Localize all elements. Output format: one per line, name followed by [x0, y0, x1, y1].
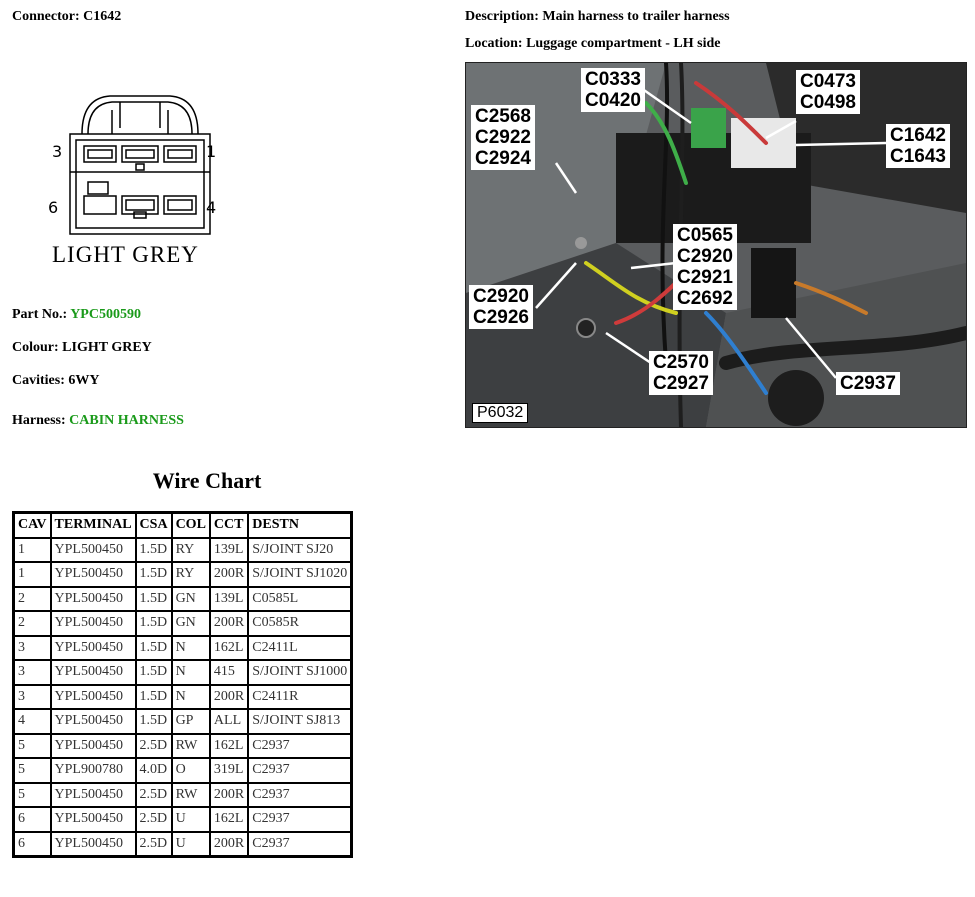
table-row: [14, 587, 352, 612]
cell-cav: 2: [14, 587, 51, 612]
cell-col: N: [172, 685, 210, 710]
cell-cav: 3: [14, 685, 51, 710]
table-row: [14, 636, 352, 661]
cell-cct: 200R: [210, 783, 248, 808]
cell-csa: 1.5D: [136, 562, 172, 587]
cell-cav: 6: [14, 807, 51, 832]
cell-destn: C2411R: [248, 685, 352, 710]
cell-terminal: YPL500450: [51, 611, 136, 636]
callout-c2937: C2937: [836, 372, 900, 395]
cell-col: RW: [172, 783, 210, 808]
cell-destn: C2411L: [248, 636, 352, 661]
cavities-line: Cavities: 6WY: [12, 373, 100, 388]
connector-colour-caption: LIGHT GREY: [52, 242, 199, 267]
location-text: Luggage compartment - LH side: [526, 36, 721, 51]
cell-destn: C2937: [248, 734, 352, 759]
description-text: Main harness to trailer harness: [542, 9, 730, 24]
location-line: Location: Luggage compartment - LH side: [465, 36, 721, 51]
cell-csa: 4.0D: [136, 758, 172, 783]
cell-cct: 200R: [210, 832, 248, 857]
cell-csa: 2.5D: [136, 807, 172, 832]
cell-destn: S/JOINT SJ1000: [248, 660, 352, 685]
header-destn: DESTN: [248, 513, 352, 538]
cell-cav: 1: [14, 562, 51, 587]
cell-destn: C2937: [248, 758, 352, 783]
cell-cct: 200R: [210, 562, 248, 587]
cell-csa: 2.5D: [136, 783, 172, 808]
table-row: [14, 660, 352, 685]
header-cav: CAV: [14, 513, 51, 538]
description-line: Description: Main harness to trailer harness: [465, 9, 730, 24]
table-row: [14, 734, 352, 759]
cell-terminal: YPL500450: [51, 562, 136, 587]
callout-c2568: C2568 C2922 C2924: [471, 105, 535, 170]
cell-destn: S/JOINT SJ20: [248, 538, 352, 563]
cell-cct: 415: [210, 660, 248, 685]
callout-c0333: C0333 C0420: [581, 68, 645, 112]
cell-terminal: YPL500450: [51, 636, 136, 661]
cell-cct: 200R: [210, 685, 248, 710]
header-col: COL: [172, 513, 210, 538]
colour-value: LIGHT GREY: [62, 340, 152, 355]
connector-face-diagram: [50, 88, 230, 268]
cell-destn: S/JOINT SJ1020: [248, 562, 352, 587]
cell-cav: 5: [14, 758, 51, 783]
cell-csa: 1.5D: [136, 685, 172, 710]
cell-terminal: YPL500450: [51, 685, 136, 710]
cell-destn: S/JOINT SJ813: [248, 709, 352, 734]
cell-terminal: YPL500450: [51, 734, 136, 759]
connector-outline: [50, 88, 230, 268]
table-row: [14, 562, 352, 587]
cell-terminal: YPL500450: [51, 832, 136, 857]
callout-c1642: C1642 C1643: [886, 124, 950, 168]
callout-c0473: C0473 C0498: [796, 70, 860, 114]
cell-col: N: [172, 660, 210, 685]
cell-col: U: [172, 832, 210, 857]
cell-col: GN: [172, 611, 210, 636]
location-photo: [465, 62, 967, 428]
cell-cct: 162L: [210, 807, 248, 832]
connector-id: C1642: [83, 9, 122, 24]
table-row: [14, 758, 352, 783]
callout-c2920: C2920 C2926: [469, 285, 533, 329]
cell-terminal: YPL500450: [51, 660, 136, 685]
header-csa: CSA: [136, 513, 172, 538]
cell-cav: 5: [14, 734, 51, 759]
cell-destn: C0585R: [248, 611, 352, 636]
table-header-row: [14, 513, 352, 538]
cell-cct: ALL: [210, 709, 248, 734]
cell-csa: 2.5D: [136, 832, 172, 857]
cell-cct: 200R: [210, 611, 248, 636]
wire-chart-table: [12, 511, 353, 858]
cell-terminal: YPL500450: [51, 587, 136, 612]
cell-destn: C2937: [248, 807, 352, 832]
cell-cav: 4: [14, 709, 51, 734]
cell-csa: 1.5D: [136, 611, 172, 636]
cell-cav: 5: [14, 783, 51, 808]
cell-cct: 162L: [210, 734, 248, 759]
pin-number-4: 4: [206, 198, 217, 217]
photo-id-label: P6032: [472, 403, 528, 423]
cell-terminal: YPL500450: [51, 709, 136, 734]
cell-cct: 139L: [210, 538, 248, 563]
table-row: [14, 685, 352, 710]
cell-destn: C2937: [248, 832, 352, 857]
cell-cct: 139L: [210, 587, 248, 612]
pin-number-3: 3: [52, 142, 63, 161]
harness-link[interactable]: CABIN HARNESS: [69, 413, 184, 428]
header-cct: CCT: [210, 513, 248, 538]
cell-col: RY: [172, 538, 210, 563]
cell-cct: 162L: [210, 636, 248, 661]
cell-csa: 1.5D: [136, 709, 172, 734]
part-number-line: Part No.: YPC500590: [12, 307, 141, 322]
cell-terminal: YPL900780: [51, 758, 136, 783]
cell-cav: 3: [14, 660, 51, 685]
cell-terminal: YPL500450: [51, 538, 136, 563]
cell-cct: 319L: [210, 758, 248, 783]
cell-col: GP: [172, 709, 210, 734]
pin-number-1: 1: [206, 142, 217, 161]
callout-c0565: C0565 C2920 C2921 C2692: [673, 224, 737, 310]
header-terminal: TERMINAL: [51, 513, 136, 538]
colour-line: Colour: LIGHT GREY: [12, 340, 152, 355]
cell-col: RY: [172, 562, 210, 587]
table-row: [14, 709, 352, 734]
cell-csa: 1.5D: [136, 636, 172, 661]
cell-destn: C0585L: [248, 587, 352, 612]
cell-csa: 2.5D: [136, 734, 172, 759]
cell-csa: 1.5D: [136, 587, 172, 612]
part-number-link[interactable]: YPC500590: [70, 307, 141, 322]
connector-heading: Connector: C1642: [12, 9, 122, 24]
cavities-value: 6WY: [68, 373, 100, 388]
cell-col: GN: [172, 587, 210, 612]
cell-terminal: YPL500450: [51, 783, 136, 808]
wire-chart-title: Wire Chart: [152, 468, 262, 493]
cell-cav: 1: [14, 538, 51, 563]
cell-col: RW: [172, 734, 210, 759]
table-row: [14, 807, 352, 832]
cell-destn: C2937: [248, 783, 352, 808]
cell-cav: 6: [14, 832, 51, 857]
pin-number-6: 6: [48, 198, 59, 217]
table-row: [14, 611, 352, 636]
harness-line: Harness: CABIN HARNESS: [12, 413, 184, 428]
table-row: [14, 832, 352, 857]
callout-c2570: C2570 C2927: [649, 351, 713, 395]
cell-cav: 3: [14, 636, 51, 661]
cell-csa: 1.5D: [136, 660, 172, 685]
cell-col: N: [172, 636, 210, 661]
cell-csa: 1.5D: [136, 538, 172, 563]
cell-col: U: [172, 807, 210, 832]
table-row: [14, 783, 352, 808]
table-row: [14, 538, 352, 563]
cell-cav: 2: [14, 611, 51, 636]
cell-terminal: YPL500450: [51, 807, 136, 832]
cell-col: O: [172, 758, 210, 783]
